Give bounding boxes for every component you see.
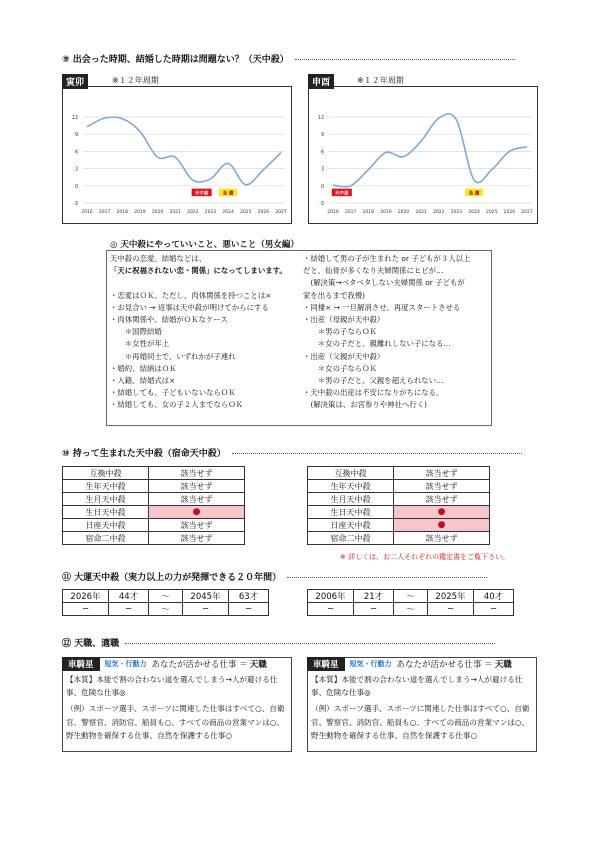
- job-card-header: [307, 657, 539, 671]
- dos-donts-line: だと、仙骨が多くなり夫婦関係にヒビが…: [303, 266, 444, 276]
- taiun-cell: −: [183, 603, 229, 616]
- section-12-title-text: ⑫ 天職、適職: [62, 639, 120, 649]
- tenchusatsu-status: 該当せず: [394, 493, 490, 506]
- table-row: [63, 532, 245, 545]
- job-lead-text: あなたが活かせる仕事 ＝: [151, 660, 248, 670]
- x-tick-label: 2022: [187, 210, 199, 215]
- tenchusatsu-type: 宿命二中殺: [308, 532, 394, 545]
- dos-donts-line: ・結婚して男の子が生まれた or 子どもが３人以上: [303, 254, 471, 263]
- dos-donts-line: [110, 277, 287, 289]
- dotted-divider: [287, 577, 487, 578]
- dotted-divider: [232, 453, 522, 454]
- job-card-left: [62, 657, 292, 752]
- table-row: [63, 603, 269, 616]
- taiun-cell: 〜: [394, 603, 428, 616]
- table-row: [308, 467, 490, 480]
- table-row: [63, 467, 245, 480]
- y-tick-label: 3: [74, 167, 78, 173]
- dos-donts-line: ・出産（父親が天中殺）: [303, 351, 385, 361]
- table-row: [308, 506, 490, 519]
- taiun-cell: 2026年: [63, 590, 109, 603]
- x-tick-label: 2023: [204, 210, 217, 215]
- section-12-title: [62, 636, 495, 649]
- taiun-cell: 2006年: [308, 590, 354, 603]
- taiun-cell: −: [63, 603, 109, 616]
- x-tick-label: 2018: [362, 210, 374, 215]
- kyuhen-badge-label: 急 騰: [468, 191, 480, 197]
- table-row: [308, 493, 490, 506]
- y-tick-label: 3: [320, 167, 324, 173]
- taiun-cell: 40才: [474, 590, 514, 603]
- x-tick-label: 2019: [380, 210, 392, 215]
- tenchusatsu-type: 互換中殺: [63, 467, 149, 480]
- chart-right-tag: 申酉: [308, 74, 334, 89]
- section-11-title: [62, 570, 487, 583]
- y-tick-label: 12: [71, 116, 78, 121]
- tenchusatsu-type: 生月天中殺: [63, 493, 149, 506]
- dos-donts-line: ・結婚しても、子どもいないならＯＫ: [110, 388, 236, 398]
- job-essence: 【本質】本能で割の合わない道を選んでしまう→人が避ける仕事、危険な仕事◎: [66, 675, 278, 698]
- x-tick-label: 2016: [81, 210, 93, 215]
- job-card-header: [62, 657, 294, 671]
- tenchusatsu-status: ●: [394, 519, 490, 532]
- cycle-series-line: [87, 117, 281, 185]
- cycle-chart-right: [308, 86, 538, 224]
- taiun-cell: 21才: [354, 590, 394, 603]
- dotted-divider: [125, 643, 495, 644]
- section-10-title-text: ⑩ 持って生まれた天中殺（宿命天中殺）: [62, 449, 226, 459]
- dos-donts-line: ・結婚しても、女の子２人までならＯＫ: [110, 400, 244, 410]
- tenchusatsu-status: 該当せず: [149, 480, 245, 493]
- job-star-label: 車騎星: [307, 657, 345, 671]
- section-10-title: [62, 446, 522, 459]
- dos-donts-line: 天中殺の恋愛、結婚などは、: [110, 254, 207, 263]
- y-tick-label: 0: [320, 184, 324, 190]
- dos-donts-line: ＊男の子ならＯＫ: [303, 327, 377, 337]
- dos-donts-line: ＊男の子だと、父親を超えられない…: [303, 376, 444, 386]
- job-result: 天職: [249, 660, 267, 670]
- x-tick-label: 2018: [116, 210, 128, 215]
- table-row: [308, 590, 514, 603]
- table-row: [63, 480, 245, 493]
- tenchusatsu-type: 生日天中殺: [63, 506, 149, 519]
- dos-donts-line: ・同棲× → 一旦解消させ、再度スタートさせる: [303, 302, 461, 312]
- table-row: [63, 506, 245, 519]
- y-tick-label: 12: [317, 116, 324, 121]
- x-tick-label: 2024: [468, 210, 480, 215]
- job-kind-label: 短気・行動力: [349, 660, 392, 668]
- cycle-chart-left-svg: [63, 87, 293, 225]
- tenchusatsu-status: 該当せず: [394, 480, 490, 493]
- dos-donts-line: ・天中殺の出産は不安になりがちになる。: [303, 388, 444, 398]
- x-tick-label: 2021: [415, 210, 427, 215]
- tenchusatsu-status: ●: [149, 506, 245, 519]
- taiun-cell: 〜: [149, 590, 183, 603]
- job-examples: （例）スポーツ選手、スポーツに関連した仕事はすべて○、自衛官、警察官、消防官、船員も○、すべての商品の営業マンは○、野生動物を確保する仕事、自然を保護する仕事○: [66, 704, 285, 740]
- table-row: [308, 480, 490, 493]
- tenchusatsu-status: 該当せず: [149, 493, 245, 506]
- x-tick-label: 2020: [397, 210, 410, 215]
- tenchusatsu-status: 該当せず: [149, 532, 245, 545]
- x-tick-label: 2025: [240, 210, 252, 215]
- dotted-divider: [295, 59, 515, 60]
- tenchusatsu-type: 日座天中殺: [63, 519, 149, 532]
- table-row: [63, 590, 269, 603]
- job-essence: 【本質】本能で割の合わない道を選んでしまう→人が避ける仕事、危険な仕事◎: [311, 675, 523, 698]
- dos-donts-box: [106, 250, 492, 426]
- taiun-table-left: [62, 589, 269, 616]
- job-result: 天職: [494, 660, 512, 670]
- dos-donts-line: 家を出るまで我慢): [303, 290, 366, 300]
- tenchusatsu-status: 該当せず: [394, 467, 490, 480]
- taiun-cell: 2025年: [428, 590, 474, 603]
- section-11-title-text: ⑪ 大運天中殺（実力以上の力が発揮できる２０年間）: [62, 573, 282, 583]
- taiun-cell: −: [428, 603, 474, 616]
- y-tick-label: 0: [74, 184, 78, 190]
- chart-right-note: ※１２年周期: [357, 76, 404, 85]
- chart-left-note: ※１２年周期: [112, 76, 159, 85]
- job-description: [311, 673, 533, 745]
- tenchusatsu-status: 該当せず: [394, 532, 490, 545]
- job-examples: （例）スポーツ選手、スポーツに関連した仕事はすべて○、自衛官、警察官、消防官、船員も○、すべての商品の営業マンは○、野生動物を確保する仕事、自然を保護する仕事○: [311, 704, 530, 740]
- table-row: [308, 603, 514, 616]
- dos-donts-line: ＊再婚同士で、いずれかが子連れ: [110, 351, 236, 361]
- shukumei-note: ※ 詳しくは、お二人それぞれの鑑定書をご覧下さい。: [340, 553, 510, 561]
- taiun-cell: −: [474, 603, 514, 616]
- dos-donts-title: ◎ 天中殺にやっていいこと、悪いこと（男女編）: [110, 240, 299, 250]
- x-tick-label: 2022: [433, 210, 445, 215]
- tenchusatsu-type: 生日天中殺: [308, 506, 394, 519]
- y-tick-label: 9: [74, 133, 78, 139]
- tenchusatsu-badge-label: 天中殺: [194, 191, 209, 197]
- taiun-cell: −: [354, 603, 394, 616]
- x-tick-label: 2027: [521, 210, 533, 215]
- tenchusatsu-type: 生年天中殺: [63, 480, 149, 493]
- dos-donts-line: (解決策は、お宮参りや神社へ行く): [303, 400, 428, 410]
- chart-left-tag: 寅卯: [62, 74, 88, 89]
- job-card-right: [307, 657, 537, 752]
- cycle-series-line: [333, 114, 527, 187]
- y-tick-label: 6: [320, 150, 324, 156]
- dos-donts-line: ＊女性が年上: [110, 339, 170, 349]
- tenchusatsu-badge-label: 天中殺: [334, 191, 349, 197]
- job-lead-text: あなたが活かせる仕事 ＝: [396, 660, 493, 670]
- tenchusatsu-type: 生年天中殺: [308, 480, 394, 493]
- table-row: [308, 519, 490, 532]
- taiun-cell: 2045年: [183, 590, 229, 603]
- dos-donts-left-column: [110, 253, 287, 412]
- tenchusatsu-status: ●: [394, 506, 490, 519]
- job-description: [66, 673, 288, 745]
- dos-donts-line: 「天に祝福されない恋・関係」になってしまいます。: [110, 266, 287, 276]
- tenchusatsu-type: 日座天中殺: [308, 519, 394, 532]
- x-tick-label: 2025: [486, 210, 498, 215]
- y-tick-label: 9: [320, 133, 324, 139]
- cycle-chart-left: [62, 86, 292, 224]
- x-tick-label: 2023: [450, 210, 463, 215]
- y-tick-label: -3: [73, 202, 78, 207]
- x-tick-label: 2024: [222, 210, 234, 215]
- x-tick-label: 2026: [503, 210, 516, 215]
- x-tick-label: 2017: [98, 210, 111, 215]
- tenchusatsu-type: 生月天中殺: [308, 493, 394, 506]
- table-row: [63, 493, 245, 506]
- dos-donts-line: ＊国際結婚: [110, 327, 162, 337]
- taiun-cell: 63才: [229, 590, 269, 603]
- dos-donts-line: ＊女の子ならＯＫ: [303, 363, 377, 373]
- dos-donts-line: ・出産（母親が天中殺）: [303, 315, 385, 325]
- taiun-cell: −: [308, 603, 354, 616]
- dos-donts-right-column: [303, 253, 470, 412]
- shukumei-table-left: [62, 466, 245, 545]
- tenchusatsu-status: 該当せず: [149, 519, 245, 532]
- kyuhen-badge-label: 急 騰: [222, 191, 234, 197]
- shukumei-table-right: [307, 466, 490, 545]
- y-tick-label: -3: [319, 202, 324, 207]
- dos-donts-line: ・入籍、結婚式は×: [110, 376, 176, 386]
- dos-donts-line: ＊女の子だと、親離れしない子になる…: [303, 339, 451, 349]
- x-tick-label: 2027: [275, 210, 287, 215]
- table-row: [63, 519, 245, 532]
- taiun-table-right: [307, 589, 514, 616]
- dos-donts-line: ・お見合い → 返事は天中殺が明けてからにする: [110, 302, 269, 312]
- y-tick-label: 6: [74, 150, 78, 156]
- taiun-cell: 44才: [109, 590, 149, 603]
- job-star-label: 車騎星: [62, 657, 100, 671]
- section-9-title: [62, 52, 515, 65]
- dos-donts-line: ・肉体関係や、結婚がＯＫなケース: [110, 315, 228, 325]
- cycle-chart-right-svg: [309, 87, 539, 225]
- table-row: [308, 532, 490, 545]
- dos-donts-line: ・恋愛はＯＫ。ただし、肉体関係を持つことは×: [110, 290, 272, 300]
- section-9-title-text: ⑨ 出会った時期、結婚した時期は問題ない？（天中殺）: [62, 55, 289, 65]
- taiun-cell: 〜: [394, 590, 428, 603]
- dos-donts-line: (解決策→ベタベタしない夫婦関係 or 子どもが: [303, 278, 465, 288]
- tenchusatsu-type: 互換中殺: [308, 467, 394, 480]
- x-tick-label: 2016: [327, 210, 339, 215]
- taiun-cell: 〜: [149, 603, 183, 616]
- tenchusatsu-status: 該当せず: [149, 467, 245, 480]
- dos-donts-line: ・婚約、結納はＯＫ: [110, 363, 177, 373]
- job-kind-label: 短気・行動力: [104, 660, 147, 668]
- x-tick-label: 2026: [257, 210, 270, 215]
- x-tick-label: 2021: [169, 210, 181, 215]
- taiun-cell: −: [229, 603, 269, 616]
- x-tick-label: 2020: [151, 210, 164, 215]
- taiun-cell: −: [109, 603, 149, 616]
- x-tick-label: 2017: [344, 210, 357, 215]
- x-tick-label: 2019: [134, 210, 146, 215]
- tenchusatsu-type: 宿命二中殺: [63, 532, 149, 545]
